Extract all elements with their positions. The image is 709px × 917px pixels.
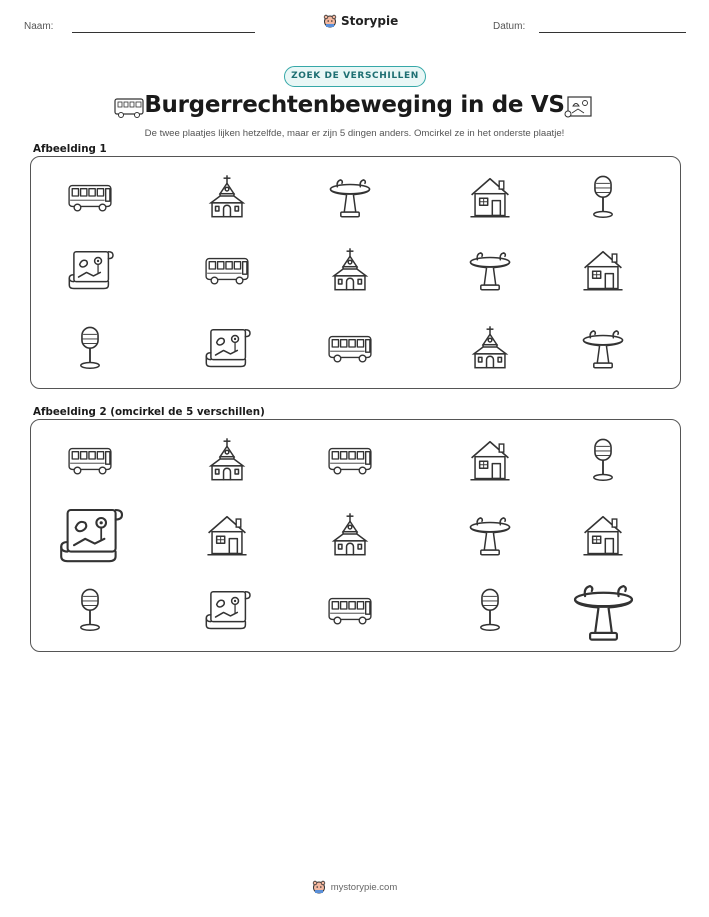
bus-icon bbox=[204, 246, 250, 292]
picture2-cell-2-1[interactable] bbox=[58, 502, 122, 566]
house-icon bbox=[580, 511, 626, 557]
picture1-label: Afbeelding 1 bbox=[33, 143, 107, 155]
scroll-icon bbox=[204, 586, 250, 632]
bus-icon bbox=[67, 173, 113, 219]
fountain-icon bbox=[327, 173, 373, 219]
picture2-cell-3-2[interactable] bbox=[204, 586, 250, 632]
picture1-cell-2-4[interactable] bbox=[467, 246, 513, 292]
house-icon bbox=[467, 173, 513, 219]
picture2-cell-2-2[interactable] bbox=[204, 511, 250, 557]
picture2-cell-3-4[interactable] bbox=[467, 586, 513, 632]
house-icon bbox=[580, 246, 626, 292]
fountain-icon bbox=[467, 511, 513, 557]
name-label: Naam: bbox=[24, 21, 54, 32]
bus-icon bbox=[67, 436, 113, 482]
fountain-icon bbox=[580, 324, 626, 370]
date-field[interactable] bbox=[539, 32, 686, 33]
bus-icon bbox=[327, 436, 373, 482]
picture2-cell-1-4[interactable] bbox=[467, 436, 513, 482]
picture2-cell-1-1[interactable] bbox=[67, 436, 113, 482]
brand bbox=[323, 14, 398, 28]
picture1-cell-2-3[interactable] bbox=[327, 246, 373, 292]
picture1-cell-1-2[interactable] bbox=[204, 173, 250, 219]
storypie-logo-icon bbox=[312, 880, 326, 894]
picture2-cell-1-3[interactable] bbox=[327, 436, 373, 482]
church-icon bbox=[204, 436, 250, 482]
footer bbox=[0, 880, 709, 894]
picture2-cell-3-3[interactable] bbox=[327, 586, 373, 632]
storypie-logo-icon bbox=[323, 14, 337, 28]
scroll-icon bbox=[58, 502, 122, 566]
scroll-icon bbox=[67, 246, 113, 292]
picture1-cell-3-4[interactable] bbox=[467, 324, 513, 370]
brand-name: Storypie bbox=[341, 14, 399, 28]
church-icon bbox=[327, 246, 373, 292]
picture1-cell-1-1[interactable] bbox=[67, 173, 113, 219]
activity-badge: ZOEK DE VERSCHILLEN bbox=[284, 66, 426, 87]
picture2-cell-1-2[interactable] bbox=[204, 436, 250, 482]
picture2-label: Afbeelding 2 (omcirkel de 5 verschillen) bbox=[33, 406, 265, 418]
church-icon bbox=[204, 173, 250, 219]
date-label: Datum: bbox=[493, 21, 526, 32]
church-icon bbox=[467, 324, 513, 370]
page-title: Burgerrechtenbeweging in de VS bbox=[144, 92, 565, 118]
house-icon bbox=[204, 511, 250, 557]
picture2-cell-1-5[interactable] bbox=[580, 436, 626, 482]
instructions: De twee plaatjes lijken hetzelfde, maar er zijn 5 dingen anders. Omcirkel ze in het onderste plaatje! bbox=[144, 128, 565, 139]
house-icon bbox=[467, 436, 513, 482]
picture2-cell-3-5[interactable] bbox=[570, 576, 637, 643]
microphone-icon bbox=[467, 586, 513, 632]
church-icon bbox=[327, 511, 373, 557]
bus-icon bbox=[327, 324, 373, 370]
picture1-cell-1-4[interactable] bbox=[467, 173, 513, 219]
microphone-icon bbox=[67, 586, 113, 632]
picture1-cell-3-1[interactable] bbox=[67, 324, 113, 370]
picture1-cell-3-3[interactable] bbox=[327, 324, 373, 370]
microphone-icon bbox=[580, 173, 626, 219]
picture1-cell-1-5[interactable] bbox=[580, 173, 626, 219]
microphone-icon bbox=[67, 324, 113, 370]
picture2-cell-3-1[interactable] bbox=[67, 586, 113, 632]
name-field[interactable] bbox=[72, 32, 255, 33]
picture1-cell-2-5[interactable] bbox=[580, 246, 626, 292]
picture1-cell-3-2[interactable] bbox=[204, 324, 250, 370]
scroll-icon bbox=[563, 94, 595, 120]
footer-url: mystorypie.com bbox=[330, 881, 398, 893]
fountain-icon bbox=[467, 246, 513, 292]
scroll-icon bbox=[204, 324, 250, 370]
bus-icon bbox=[327, 586, 373, 632]
microphone-icon bbox=[580, 436, 626, 482]
picture1-cell-3-5[interactable] bbox=[580, 324, 626, 370]
picture2-cell-2-4[interactable] bbox=[467, 511, 513, 557]
picture1-cell-2-1[interactable] bbox=[67, 246, 113, 292]
picture1-cell-2-2[interactable] bbox=[204, 246, 250, 292]
picture2-cell-2-3[interactable] bbox=[327, 511, 373, 557]
fountain-icon bbox=[570, 576, 637, 643]
picture2-cell-2-5[interactable] bbox=[580, 511, 626, 557]
picture1-cell-1-3[interactable] bbox=[327, 173, 373, 219]
